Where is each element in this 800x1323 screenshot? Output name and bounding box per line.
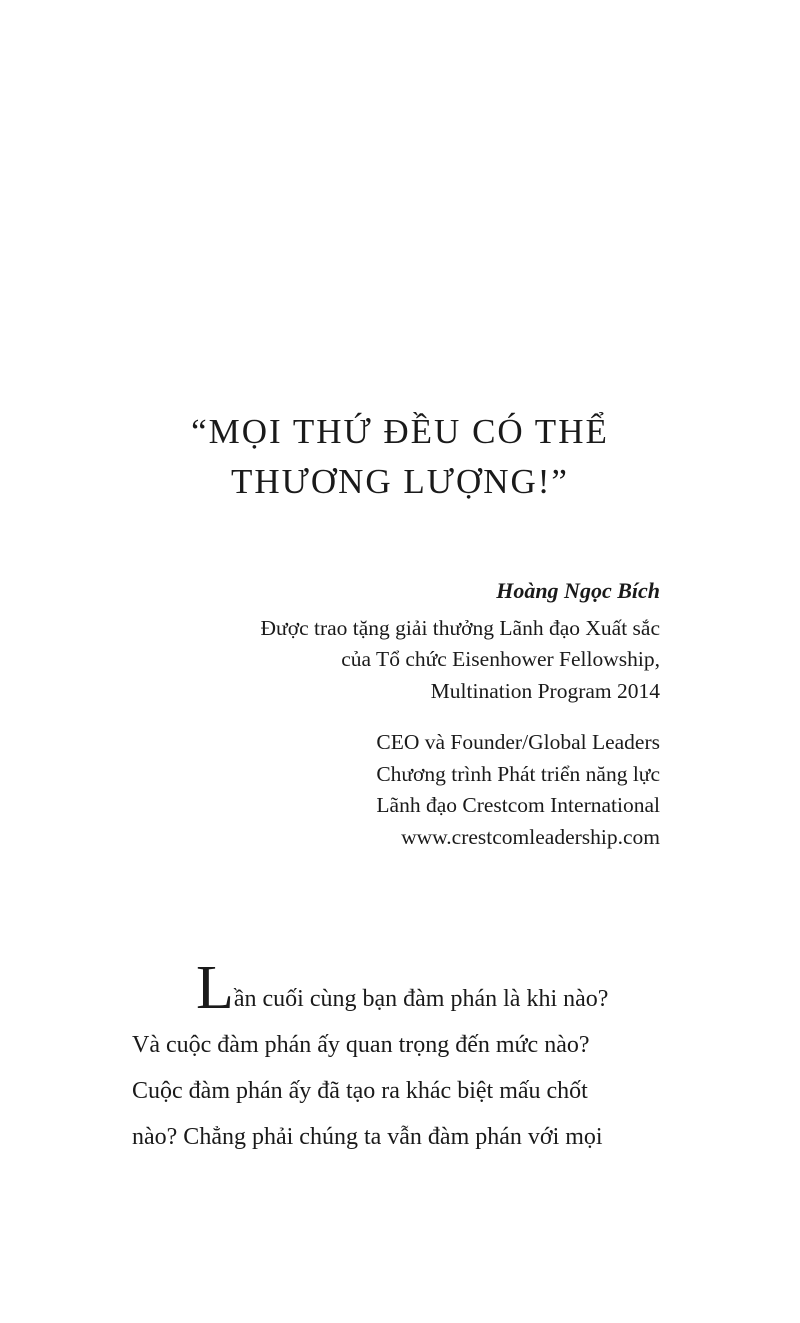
award-line-1: Được trao tặng giải thưởng Lãnh đạo Xuất sắc [260,615,660,640]
role-line-3: Lãnh đạo Crestcom International [376,793,660,817]
award-line-3: Multination Program 2014 [430,678,660,703]
drop-cap: L [196,954,234,1022]
attribution-block [100,575,660,853]
body-line-2: Và cuộc đàm phán ấy quan trọng đến mức nào? [132,1032,590,1058]
quote-title-line-2: THƯƠNG LƯỢNG!” [231,462,569,501]
attribution-spacer [100,707,660,727]
award-line-2: của Tổ chức Eisenhower Fellowship, [341,647,660,671]
website-line: www.crestcomleadership.com [401,824,660,849]
body-paragraph [132,954,662,1160]
quote-title-line-1: “MỌI THỨ ĐỀU CÓ THỂ [191,412,609,451]
role-line-1: CEO và Founder/Global Leaders [376,730,660,754]
body-line-3: Cuộc đàm phán ấy đã tạo ra khác biệt mấu chốt [132,1078,588,1104]
body-line-4: nào? Chẳng phải chúng ta vẫn đàm phán với mọi [132,1124,603,1150]
body-first-line-text: ần cuối cùng bạn đàm phán là khi nào? [233,986,609,1012]
author-name: Hoàng Ngọc Bích [496,578,660,603]
role-line-2: Chương trình Phát triển năng lực [376,761,660,786]
quote-title [150,407,650,507]
body-line-1 [132,954,662,1022]
